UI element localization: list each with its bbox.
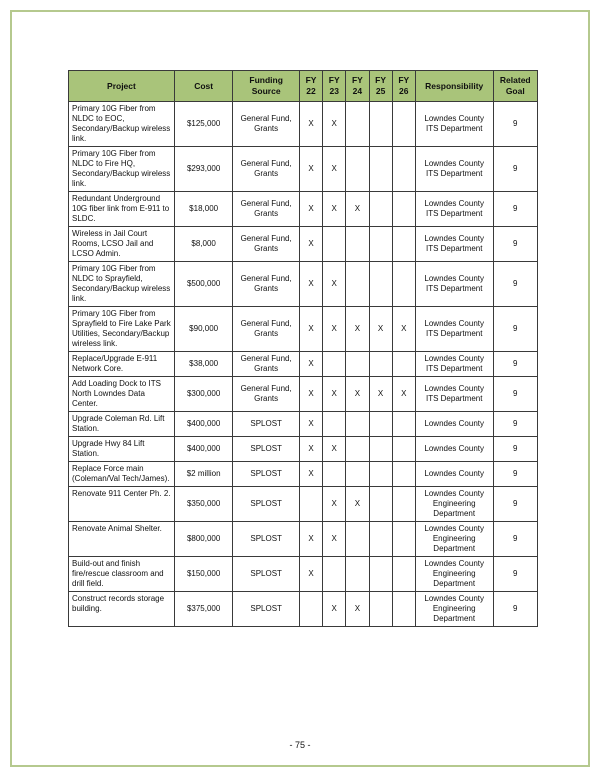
cell-funding: General Fund, Grants: [233, 192, 300, 227]
column-header-fy-24: FY 24: [346, 71, 369, 102]
cell-fy25: [369, 462, 392, 487]
cell-responsibility: Lowndes County: [415, 437, 493, 462]
cell-fy26: [392, 462, 415, 487]
table-row: [69, 522, 538, 557]
cell-responsibility: Lowndes County Engineering Department: [415, 487, 493, 522]
cell-fy23: X: [323, 102, 346, 147]
cell-funding: General Fund, Grants: [233, 352, 300, 377]
column-header-fy-25: FY 25: [369, 71, 392, 102]
cell-fy24: X: [346, 487, 369, 522]
cell-fy26: [392, 437, 415, 462]
cell-fy22: X: [299, 227, 322, 262]
column-header-related-goal: Related Goal: [493, 71, 537, 102]
cell-fy24: X: [346, 377, 369, 412]
cell-fy25: [369, 487, 392, 522]
cell-fy26: [392, 592, 415, 627]
cell-project: Redundant Underground 10G fiber link from E-911 to SLDC.: [69, 192, 175, 227]
cell-fy24: [346, 437, 369, 462]
cell-cost: $800,000: [174, 522, 232, 557]
cell-fy24: [346, 412, 369, 437]
column-header-fy-23: FY 23: [323, 71, 346, 102]
cell-goal: 9: [493, 592, 537, 627]
table-row: [69, 307, 538, 352]
cell-fy22: X: [299, 102, 322, 147]
column-header-fy-22: FY 22: [299, 71, 322, 102]
cell-goal: 9: [493, 522, 537, 557]
cell-fy24: [346, 102, 369, 147]
table-row: [69, 147, 538, 192]
cell-funding: SPLOST: [233, 592, 300, 627]
cell-fy24: X: [346, 592, 369, 627]
cell-fy25: [369, 262, 392, 307]
cell-goal: 9: [493, 377, 537, 412]
cell-fy26: X: [392, 377, 415, 412]
cell-cost: $18,000: [174, 192, 232, 227]
cell-fy26: [392, 487, 415, 522]
cell-fy23: X: [323, 147, 346, 192]
cell-funding: SPLOST: [233, 437, 300, 462]
cell-fy25: [369, 192, 392, 227]
cell-fy23: [323, 412, 346, 437]
cell-fy23: [323, 462, 346, 487]
cell-responsibility: Lowndes County ITS Department: [415, 307, 493, 352]
table-row: [69, 487, 538, 522]
cell-funding: General Fund, Grants: [233, 227, 300, 262]
cell-cost: $400,000: [174, 412, 232, 437]
cell-fy25: [369, 557, 392, 592]
cell-funding: General Fund, Grants: [233, 377, 300, 412]
table-row: [69, 437, 538, 462]
cell-fy24: [346, 352, 369, 377]
cell-fy22: [299, 592, 322, 627]
cell-funding: General Fund, Grants: [233, 307, 300, 352]
cell-fy24: [346, 262, 369, 307]
cell-fy24: [346, 227, 369, 262]
cell-fy26: [392, 557, 415, 592]
cell-fy23: [323, 227, 346, 262]
cell-fy26: [392, 192, 415, 227]
cell-project: Primary 10G Fiber from Sprayfield to Fire Lake Park Utilities, Secondary/Backup wireless link.: [69, 307, 175, 352]
cell-funding: SPLOST: [233, 557, 300, 592]
cell-fy24: [346, 522, 369, 557]
cell-fy23: X: [323, 192, 346, 227]
cell-responsibility: Lowndes County ITS Department: [415, 192, 493, 227]
cell-funding: SPLOST: [233, 462, 300, 487]
cell-fy24: [346, 557, 369, 592]
cell-fy23: X: [323, 487, 346, 522]
column-header-responsibility: Responsibility: [415, 71, 493, 102]
cell-responsibility: Lowndes County ITS Department: [415, 227, 493, 262]
cell-goal: 9: [493, 557, 537, 592]
cell-cost: $300,000: [174, 377, 232, 412]
cell-cost: $500,000: [174, 262, 232, 307]
cell-fy23: X: [323, 262, 346, 307]
cell-goal: 9: [493, 307, 537, 352]
capital-projects-table: [68, 70, 538, 627]
table-row: [69, 192, 538, 227]
cell-fy22: X: [299, 462, 322, 487]
cell-goal: 9: [493, 262, 537, 307]
cell-cost: $125,000: [174, 102, 232, 147]
cell-cost: $2 million: [174, 462, 232, 487]
cell-responsibility: Lowndes County Engineering Department: [415, 592, 493, 627]
cell-project: Primary 10G Fiber from NLDC to EOC, Secondary/Backup wireless link.: [69, 102, 175, 147]
cell-cost: $90,000: [174, 307, 232, 352]
cell-project: Wireless in Jail Court Rooms, LCSO Jail and LCSO Admin.: [69, 227, 175, 262]
cell-goal: 9: [493, 352, 537, 377]
table-row: [69, 262, 538, 307]
cell-funding: SPLOST: [233, 487, 300, 522]
cell-fy25: [369, 412, 392, 437]
cell-fy23: [323, 557, 346, 592]
table-row: [69, 462, 538, 487]
cell-fy25: X: [369, 307, 392, 352]
table-row: [69, 102, 538, 147]
cell-fy22: X: [299, 377, 322, 412]
cell-fy25: [369, 352, 392, 377]
cell-fy26: [392, 147, 415, 192]
table-header-row: [69, 71, 538, 102]
cell-fy22: X: [299, 557, 322, 592]
cell-fy25: [369, 227, 392, 262]
cell-funding: General Fund, Grants: [233, 147, 300, 192]
cell-project: Upgrade Hwy 84 Lift Station.: [69, 437, 175, 462]
cell-cost: $350,000: [174, 487, 232, 522]
cell-fy22: X: [299, 192, 322, 227]
cell-fy25: [369, 522, 392, 557]
cell-funding: General Fund, Grants: [233, 102, 300, 147]
cell-fy22: X: [299, 147, 322, 192]
cell-project: Primary 10G Fiber from NLDC to Sprayfield, Secondary/Backup wireless link.: [69, 262, 175, 307]
cell-goal: 9: [493, 147, 537, 192]
cell-funding: SPLOST: [233, 522, 300, 557]
cell-fy22: X: [299, 307, 322, 352]
cell-funding: General Fund, Grants: [233, 262, 300, 307]
cell-fy26: [392, 412, 415, 437]
column-header-project: Project: [69, 71, 175, 102]
cell-responsibility: Lowndes County Engineering Department: [415, 557, 493, 592]
table-body: [69, 102, 538, 627]
cell-fy24: X: [346, 307, 369, 352]
cell-goal: 9: [493, 102, 537, 147]
cell-responsibility: Lowndes County ITS Department: [415, 377, 493, 412]
cell-funding: SPLOST: [233, 412, 300, 437]
column-header-cost: Cost: [174, 71, 232, 102]
cell-fy22: X: [299, 412, 322, 437]
table-row: [69, 412, 538, 437]
cell-responsibility: Lowndes County ITS Department: [415, 352, 493, 377]
cell-cost: $8,000: [174, 227, 232, 262]
cell-goal: 9: [493, 227, 537, 262]
cell-fy26: [392, 522, 415, 557]
cell-responsibility: Lowndes County ITS Department: [415, 262, 493, 307]
cell-fy26: [392, 262, 415, 307]
cell-project: Upgrade Coleman Rd. Lift Station.: [69, 412, 175, 437]
cell-project: Add Loading Dock to ITS North Lowndes Data Center.: [69, 377, 175, 412]
column-header-funding-source: Funding Source: [233, 71, 300, 102]
cell-goal: 9: [493, 192, 537, 227]
cell-fy24: [346, 147, 369, 192]
cell-project: Construct records storage building.: [69, 592, 175, 627]
cell-fy26: [392, 227, 415, 262]
table-row: [69, 227, 538, 262]
cell-fy23: X: [323, 307, 346, 352]
cell-fy22: X: [299, 522, 322, 557]
cell-goal: 9: [493, 412, 537, 437]
cell-project: Replace Force main (Coleman/Val Tech/James).: [69, 462, 175, 487]
cell-responsibility: Lowndes County: [415, 412, 493, 437]
cell-fy23: X: [323, 377, 346, 412]
cell-cost: $293,000: [174, 147, 232, 192]
cell-fy24: X: [346, 192, 369, 227]
cell-fy25: [369, 592, 392, 627]
column-header-fy-26: FY 26: [392, 71, 415, 102]
table-row: [69, 377, 538, 412]
cell-fy22: X: [299, 352, 322, 377]
cell-fy25: [369, 102, 392, 147]
cell-project: Renovate 911 Center Ph. 2.: [69, 487, 175, 522]
table-row: [69, 557, 538, 592]
cell-fy23: X: [323, 592, 346, 627]
cell-goal: 9: [493, 487, 537, 522]
cell-responsibility: Lowndes County ITS Department: [415, 102, 493, 147]
cell-project: Build-out and finish fire/rescue classroom and drill field.: [69, 557, 175, 592]
page-number: - 75 -: [289, 740, 311, 750]
cell-cost: $400,000: [174, 437, 232, 462]
cell-goal: 9: [493, 437, 537, 462]
cell-fy23: [323, 352, 346, 377]
cell-fy25: [369, 147, 392, 192]
cell-fy22: X: [299, 262, 322, 307]
cell-responsibility: Lowndes County ITS Department: [415, 147, 493, 192]
cell-project: Primary 10G Fiber from NLDC to Fire HQ, Secondary/Backup wireless link.: [69, 147, 175, 192]
cell-fy25: [369, 437, 392, 462]
cell-fy26: [392, 102, 415, 147]
cell-fy26: [392, 352, 415, 377]
cell-fy22: [299, 487, 322, 522]
cell-fy23: X: [323, 522, 346, 557]
cell-fy22: X: [299, 437, 322, 462]
cell-fy25: X: [369, 377, 392, 412]
cell-responsibility: Lowndes County Engineering Department: [415, 522, 493, 557]
table-row: [69, 592, 538, 627]
cell-cost: $150,000: [174, 557, 232, 592]
cell-project: Replace/Upgrade E-911 Network Core.: [69, 352, 175, 377]
cell-fy23: X: [323, 437, 346, 462]
cell-responsibility: Lowndes County: [415, 462, 493, 487]
cell-fy24: [346, 462, 369, 487]
cell-fy26: X: [392, 307, 415, 352]
cell-cost: $38,000: [174, 352, 232, 377]
cell-cost: $375,000: [174, 592, 232, 627]
cell-goal: 9: [493, 462, 537, 487]
table-row: [69, 352, 538, 377]
cell-project: Renovate Animal Shelter.: [69, 522, 175, 557]
